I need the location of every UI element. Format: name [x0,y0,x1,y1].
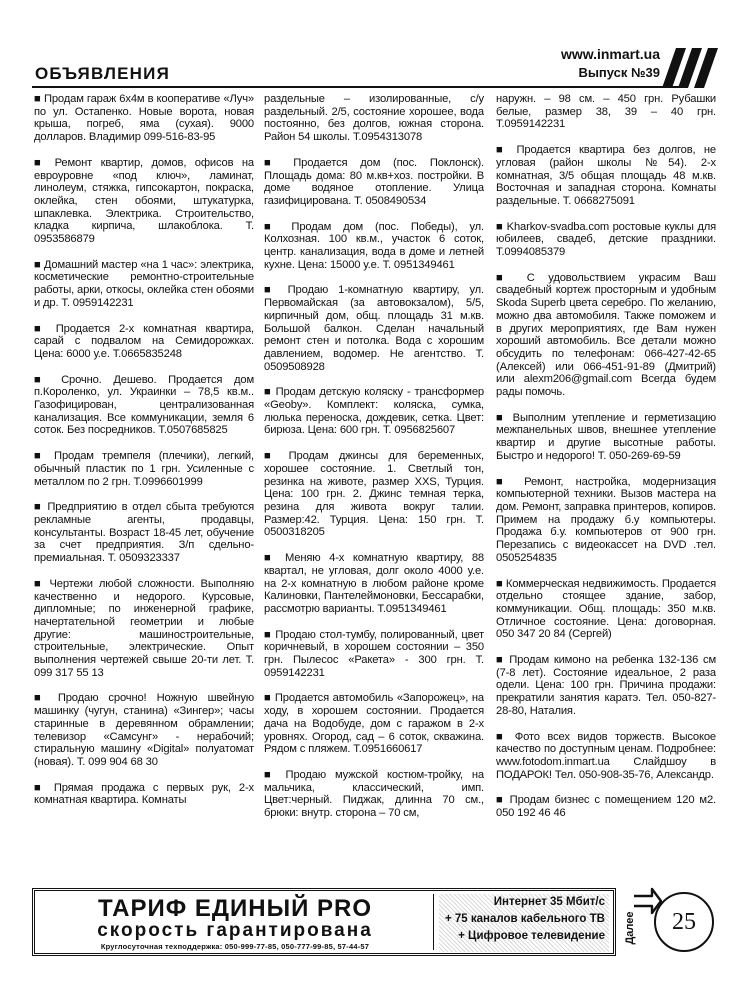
list-item: ■ Предприятию в отдел сбыта требуются рекламные агенты, продавцы, консультанты. Возраст 18-45 лет, обучение за счет предприятия. З/п сдельно-премиальная. Т. 0509323337 [34,501,254,565]
page-header [32,38,718,88]
list-item: ■ Продаю стол-тумбу, полированный, цвет коричневый, в хорошем состоянии – 350 грн. Пылесос «Ракета» - 300 грн. Т. 0959142231 [264,628,484,679]
list-item: ■ Коммерческая недвижимость. Продается отдельно стоящее здание, забор, коммуникации. Общ. площадь: 350 м.кв. Отличное состояние. Цена: договорная. 050 347 20 84 (Сергей) [496,577,716,641]
banner-subtitle: скорость гарантирована [97,920,373,941]
banner-frame [32,888,616,956]
banner-title: ТАРИФ ЕДИНЫЙ PRO [98,895,372,922]
list-item: ■ Ремонт квартир, домов, офисов на евроуровне «под ключ», ламинат, линолеум, стяжка, гипсокартон, покраска, оклейка, стен обоями, штукатурка, шпаклевка. Электрика. Строительство, кладка кирпича, шлакоблока. Т. 0953586879 [34,156,254,246]
section-title: ОБЪЯВЛЕНИЯ [35,64,170,83]
banner-support-phones: Круглосуточная техподдержка: 050-999-77-85, 050-777-99-85, 57-44-57 [100,942,370,951]
list-item: ■ Продаю мужской костюм-тройку, на мальчика, классический, имп. Цвет:черный. Пиджак, длинна 70 см., брюки: внутр. сторона – 70 см, [264,768,484,820]
list-item: ■ Kharkov-svadba.com ростовые куклы для юбилеев, свадеб, детские праздники. Т.0994085379 [496,220,716,259]
list-item: ■ Ремонт, настройка, модернизация компьютерной техники. Вызов мастера на дом. Ремонт, заправка принтеров, копиров. Примем на продажу б.у компьютеры. Продажа б.у. компьютеров от 900 грн. Перезапись с видеокассет на DVD .тел. 0505254835 [496,475,716,564]
column-3 [496,93,716,882]
list-item: ■ Чертежи любой сложности. Выполняю качественно и недорого. Курсовые, дипломные; по инженерной графике, начертательной геометрии и любые другие: машиностроительные, строительные, электрические. Опыт выполнения чертежей свыше 20-ти лет. Т. 099 317 55 13 [34,577,254,679]
list-item: наружн. – 98 см. – 450 грн. Рубашки белые, размер 38, 39 – 40 грн. Т.0959142231 [496,93,716,131]
column-2 [264,93,484,882]
next-page-label: Далее [624,911,636,945]
banner-features [439,894,609,952]
list-item: ■ Продаю 1-комнатную квартиру, ул. Первомайская (за автовокзалом), 5/5, кирпичный дом, общ. площадь 31 м.кв. Большой балкон. Сделан начальный ремонт стен и потолка. Вода с хорошим давлением, водомер. Не агентство. Т. 0509508928 [264,284,484,373]
list-item: раздельные – изолированные, с/у раздельный. 2/5, состояние хорошее, вода постоянно, без долгов, южная сторона. Район 54 школы. Т.0954313078 [264,93,484,144]
list-item: ■ Продам детскую коляску - трансформер «Geoby». Комплект: коляска, сумка, люлька переноска, дождевик, сетка. Цвет: бирюза. Цена: 600 грн. Т. 0956825607 [264,386,484,437]
list-item: ■ Продаю срочно! Ножную швейную машинку (чугун, станина) «Зингер»; часы старинные в деревянном обрамлении; телевизор «Самсунг» - нерабочий; стиральную машину «Digital» полуатомат (новая). Т. 099 904 68 30 [34,692,254,768]
list-item: ■ Продается 2-х комнатная квартира, сарай с подвалом на Семидорожках. Цена: 6000 у.е. Т.0665835248 [34,322,254,360]
header-stripe-decoration [662,48,718,88]
list-item: ■ Прямая продажа с первых рук, 2-х комнатная квартира. Комнаты [34,781,254,807]
banner-feature: Интернет 35 Мбит/с [493,896,605,908]
list-item: ■ С удовольствием украсим Ваш свадебный кортеж просторным и удобным Skoda Superb цвета серебро. По желанию, можно два автомобиля. Также поможем и в других мероприятиях, где Вам нужен хороший автомобиль. Все детали можно обсудить по телефонам: 066-427-42-65 (Алексей) или 066-451-91-89 (Дмитрий) или alexm206@gmail.com Всегда будем рады помочь. [496,271,716,399]
header-rule [32,86,687,88]
list-item: ■ Фото всех видов торжеств. Высокое качество по доступным ценам. Подробнее: www.fotodom.inmart.ua Слайдшоу в ПОДАРОК! Тел. 050-908-35-76, Александр. [496,730,716,781]
column-1 [34,93,254,882]
list-item: ■ Продается квартира без долгов, не угловая (район школы №54). 2-х комнатная, 3/5 общая площадь 48 м.кв. Восточная и западная сторона. Комнаты раздельные. Т. 0668275091 [496,144,716,207]
list-item: ■ Продам тремпеля (плечики), легкий, обычный пластик по 1 грн. Усиленные с металлом по 2 грн. Т.0996601999 [34,450,254,488]
classifieds-columns [34,93,716,882]
list-item: ■ Продам гараж 6х4м в кооперативе «Луч» по ул. Остапенко. Новые ворота, новая крыша, погреб, яма (сухая). 9000 долларов. Владимир 099-516-83-95 [34,93,254,144]
list-item: ■ Продается автомобиль «Запорожец», на ходу, в хорошем состоянии. Продается дача на Водобуде, дом с гаражом в 2-х уровнях. Огород, сад – 6 соток, скважина. Рядом с пляжем. Т.0951660617 [264,692,484,756]
banner-tariff-block [41,894,429,952]
banner-feature: + 75 каналов кабельного ТВ [444,913,605,925]
list-item: ■ Выполним утепление и герметизацию межпанельных швов, внешнее утепление квартир и другие высотные работы. Быстро и недорого! Т. 050-269-69-59 [496,411,716,462]
list-item: ■ Срочно. Дешево. Продается дом п.Короленко, ул. Украинки – 78,5 кв.м.. Газофицирован, централизованная канализация. Все коммуникации, земля 6 соток. Без посредников. Т.0507685825 [34,373,254,437]
list-item: ■ Меняю 4-х комнатную квартиру, 88 квартал, не угловая, долг около 4000 у.е. на 2-х комнатную в любом районе кроме Калиновки, Пантелеймоновки, Бессарабки, рассмотрю варианты. Т.0951349461 [264,552,484,615]
banner-feature: + Цифровое телевидение [458,930,605,942]
list-item: ■ Продается дом (пос. Поклонск). Площадь дома: 80 м.кв+хоз. постройки. В доме водяное отопление. Улица газифицирована. Т. 0508490534 [264,156,484,207]
issue-number: Выпуск №39 [578,65,660,80]
list-item: ■ Продам джинсы для беременных, хорошее состояние. 1. Светлый тон, резинка на животе, размер XXS, Турция. Цена: 100 грн. 2. Джинс темная терка, резина для живота вокруг талии. Размер:42. Турция. Цена: 150 грн. Т. 0500318205 [264,450,484,539]
page-footer [618,884,728,964]
list-item: ■ Продам бизнес с помещением 120 м2. 050 192 46 46 [496,794,716,820]
list-item: ■ Домашний мастер «на 1 час»: электрика, косметические ремонтно-строительные работы, арки, откосы, оклейка стен обоями и др. Т. 0959142231 [34,258,254,309]
list-item: ■ Продам кимоно на ребенка 132-136 см (7-8 лет). Состояние идеальное, 2 раза одели. Цена: 100 грн. Причина продажи: прекратили занятия каратэ. Тел. 050-827-28-80, Наталия. [496,654,716,717]
site-url: www.inmart.ua [560,46,660,62]
page-number: 25 [654,892,714,952]
advertisement-banner [32,888,616,956]
list-item: ■ Продам дом (пос. Победы), ул. Колхозная. 100 кв.м., участок 6 соток, центр. канализация, вода в доме и летней кухне. Цена: 15000 у.е. Т. 0951349461 [264,220,484,271]
banner-divider [433,894,434,950]
